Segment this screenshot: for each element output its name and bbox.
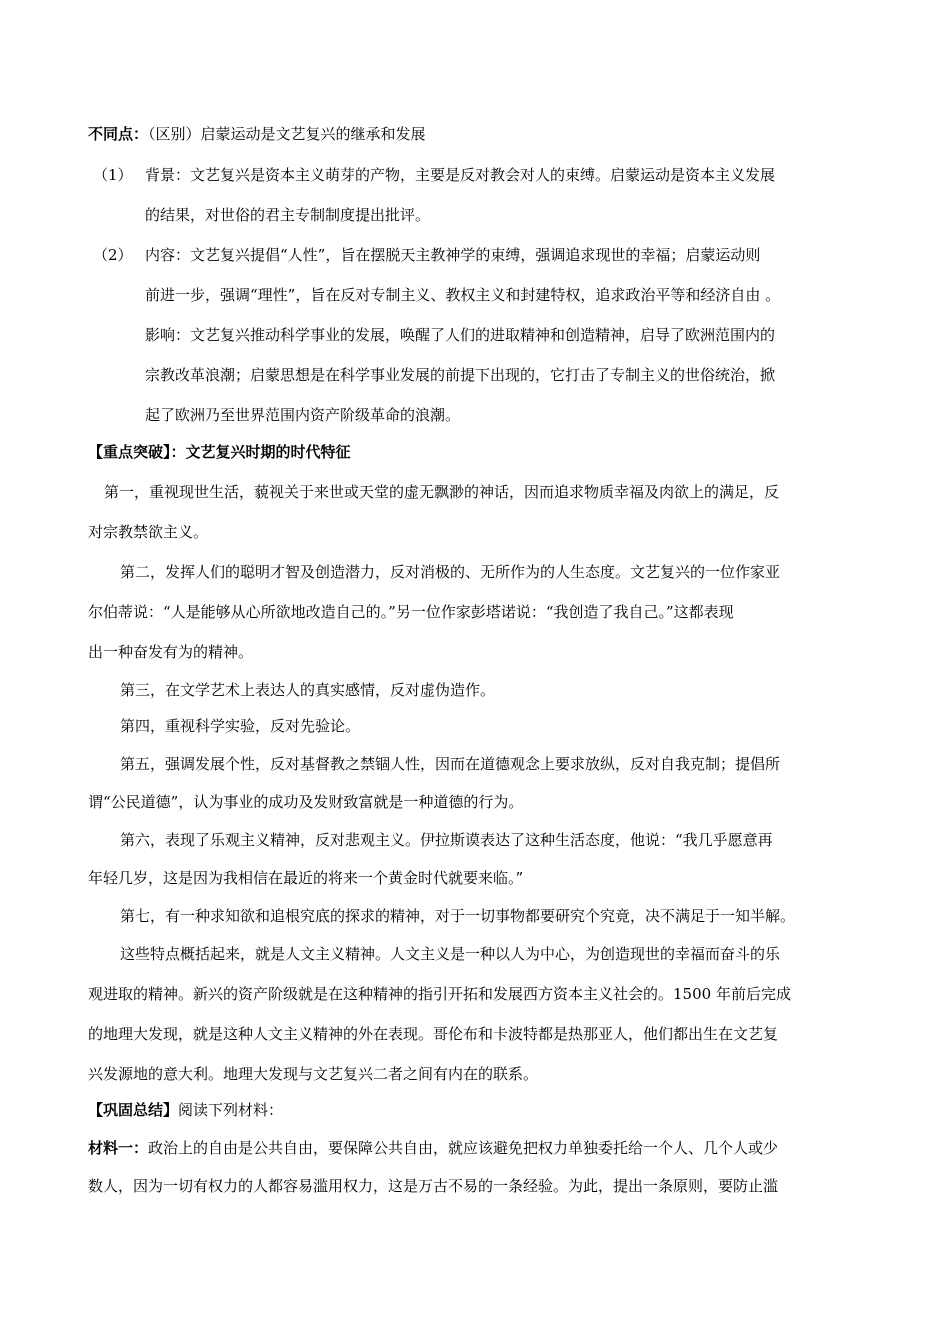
summary-line-3: 的地理大发现，就是这种人文主义精神的外在表现。哥伦布和卡波特都是热那亚人，他们都出生在文艺复 [88,1025,779,1043]
feature-5-line-1: 第五，强调发展个性，反对基督教之禁锢人性，因而在道德观念上要求放纵，反对自我克制；提倡所 [120,755,781,773]
feature-4-line: 第四，重视科学实验，反对先验论。 [120,717,361,735]
feature-2-line-2: 尔伯蒂说：“人是能够从心所欲地改造自己的。”另一位作家彭塔诺说：“我创造了我自己。”这都表现 [88,603,734,621]
material-1-line-2: 数人，因为一切有权力的人都容易滥用权力，这是万古不易的一条经验。为此，提出一条原则，要防止滥 [88,1177,779,1195]
content-line-2: 前进一步，强调“理性”，旨在反对专制主义、教权主义和封建特权，追求政治平等和经济自由 。 [145,286,781,304]
influence-line-3: 起了欧洲乃至世界范围内资产阶级革命的浪潮。 [145,406,461,424]
item-number-1: （1） [93,166,133,184]
consolidation-label: 【巩固总结】 [88,1101,179,1119]
differences-heading [88,124,426,144]
background-line-1: 背景：文艺复兴是资本主义萌芽的产物，主要是反对教会对人的束缚。启蒙运动是资本主义发展 [145,166,776,184]
feature-3-line: 第三，在文学艺术上表达人的真实感情，反对虚伪造作。 [120,681,496,699]
content-line-1: 内容：文艺复兴提倡“人性”，旨在摆脱天主教神学的束缚，强调追求现世的幸福；启蒙运动则 [145,246,761,264]
background-line-2: 的结果，对世俗的君主专制制度提出批评。 [145,206,431,224]
feature-6-line-2: 年轻几岁，这是因为我相信在最近的将来一个黄金时代就要来临。” [88,869,524,887]
feature-7-line: 第七，有一种求知欲和追根究底的探求的精神，对于一切事物都要研究个究竟，决不满足于一知半解。 [120,907,796,925]
influence-line-2: 宗教改革浪潮；启蒙思想是在科学事业发展的前提下出现的，它打击了专制主义的世俗统治，掀 [145,366,776,384]
material-1-label: 材料一： [88,1139,149,1157]
summary-line-2: 观进取的精神。新兴的资产阶级就是在这种精神的指引开拓和发展西方资本主义社会的。1500 年前后完成 [88,985,791,1003]
item-number-2: （2） [93,246,133,264]
feature-1-line-2: 对宗教禁欲主义。 [88,523,209,541]
feature-2-line-3: 出一种奋发有为的精神。 [88,643,254,661]
feature-1-line-1: 第一，重视现世生活，藐视关于来世或天堂的虚无飘渺的神话，因而追求物质幸福及肉欲上的满足，反 [104,483,780,501]
feature-2-line-1: 第二，发挥人们的聪明才智及创造潜力，反对消极的、无所作为的人生态度。文艺复兴的一位作家亚 [120,563,781,581]
material-1-line-1 [88,1138,778,1158]
summary-line-4: 兴发源地的意大利。地理大发现与文艺复兴二者之间有内在的联系。 [88,1065,539,1083]
summary-line-1: 这些特点概括起来，就是人文主义精神。人文主义是一种以人为中心，为创造现世的幸福而奋斗的乐 [120,945,781,963]
feature-5-line-2: 谓“公民道德”，认为事业的成功及发财致富就是一种道德的行为。 [88,793,524,811]
consolidation-heading [88,1100,283,1120]
influence-line-1: 影响：文艺复兴推动科学事业的发展，唤醒了人们的进取精神和创造精神，启导了欧洲范围内的 [145,326,776,344]
differences-label: 不同点： [88,125,149,143]
consolidation-text: 阅读下列材料： [178,1101,284,1119]
feature-6-line-1: 第六，表现了乐观主义精神，反对悲观主义。伊拉斯谟表达了这种生活态度，他说：“我几乎愿意再 [120,831,773,849]
material-1-text: 政治上的自由是公共自由，要保障公共自由，就应该避免把权力单独委托给一个人、几个人或少 [148,1139,779,1157]
key-breakthrough-heading: 【重点突破】：文艺复兴时期的时代特征 [88,443,351,461]
differences-text: （区别）启蒙运动是文艺复兴的继承和发展 [148,125,426,143]
